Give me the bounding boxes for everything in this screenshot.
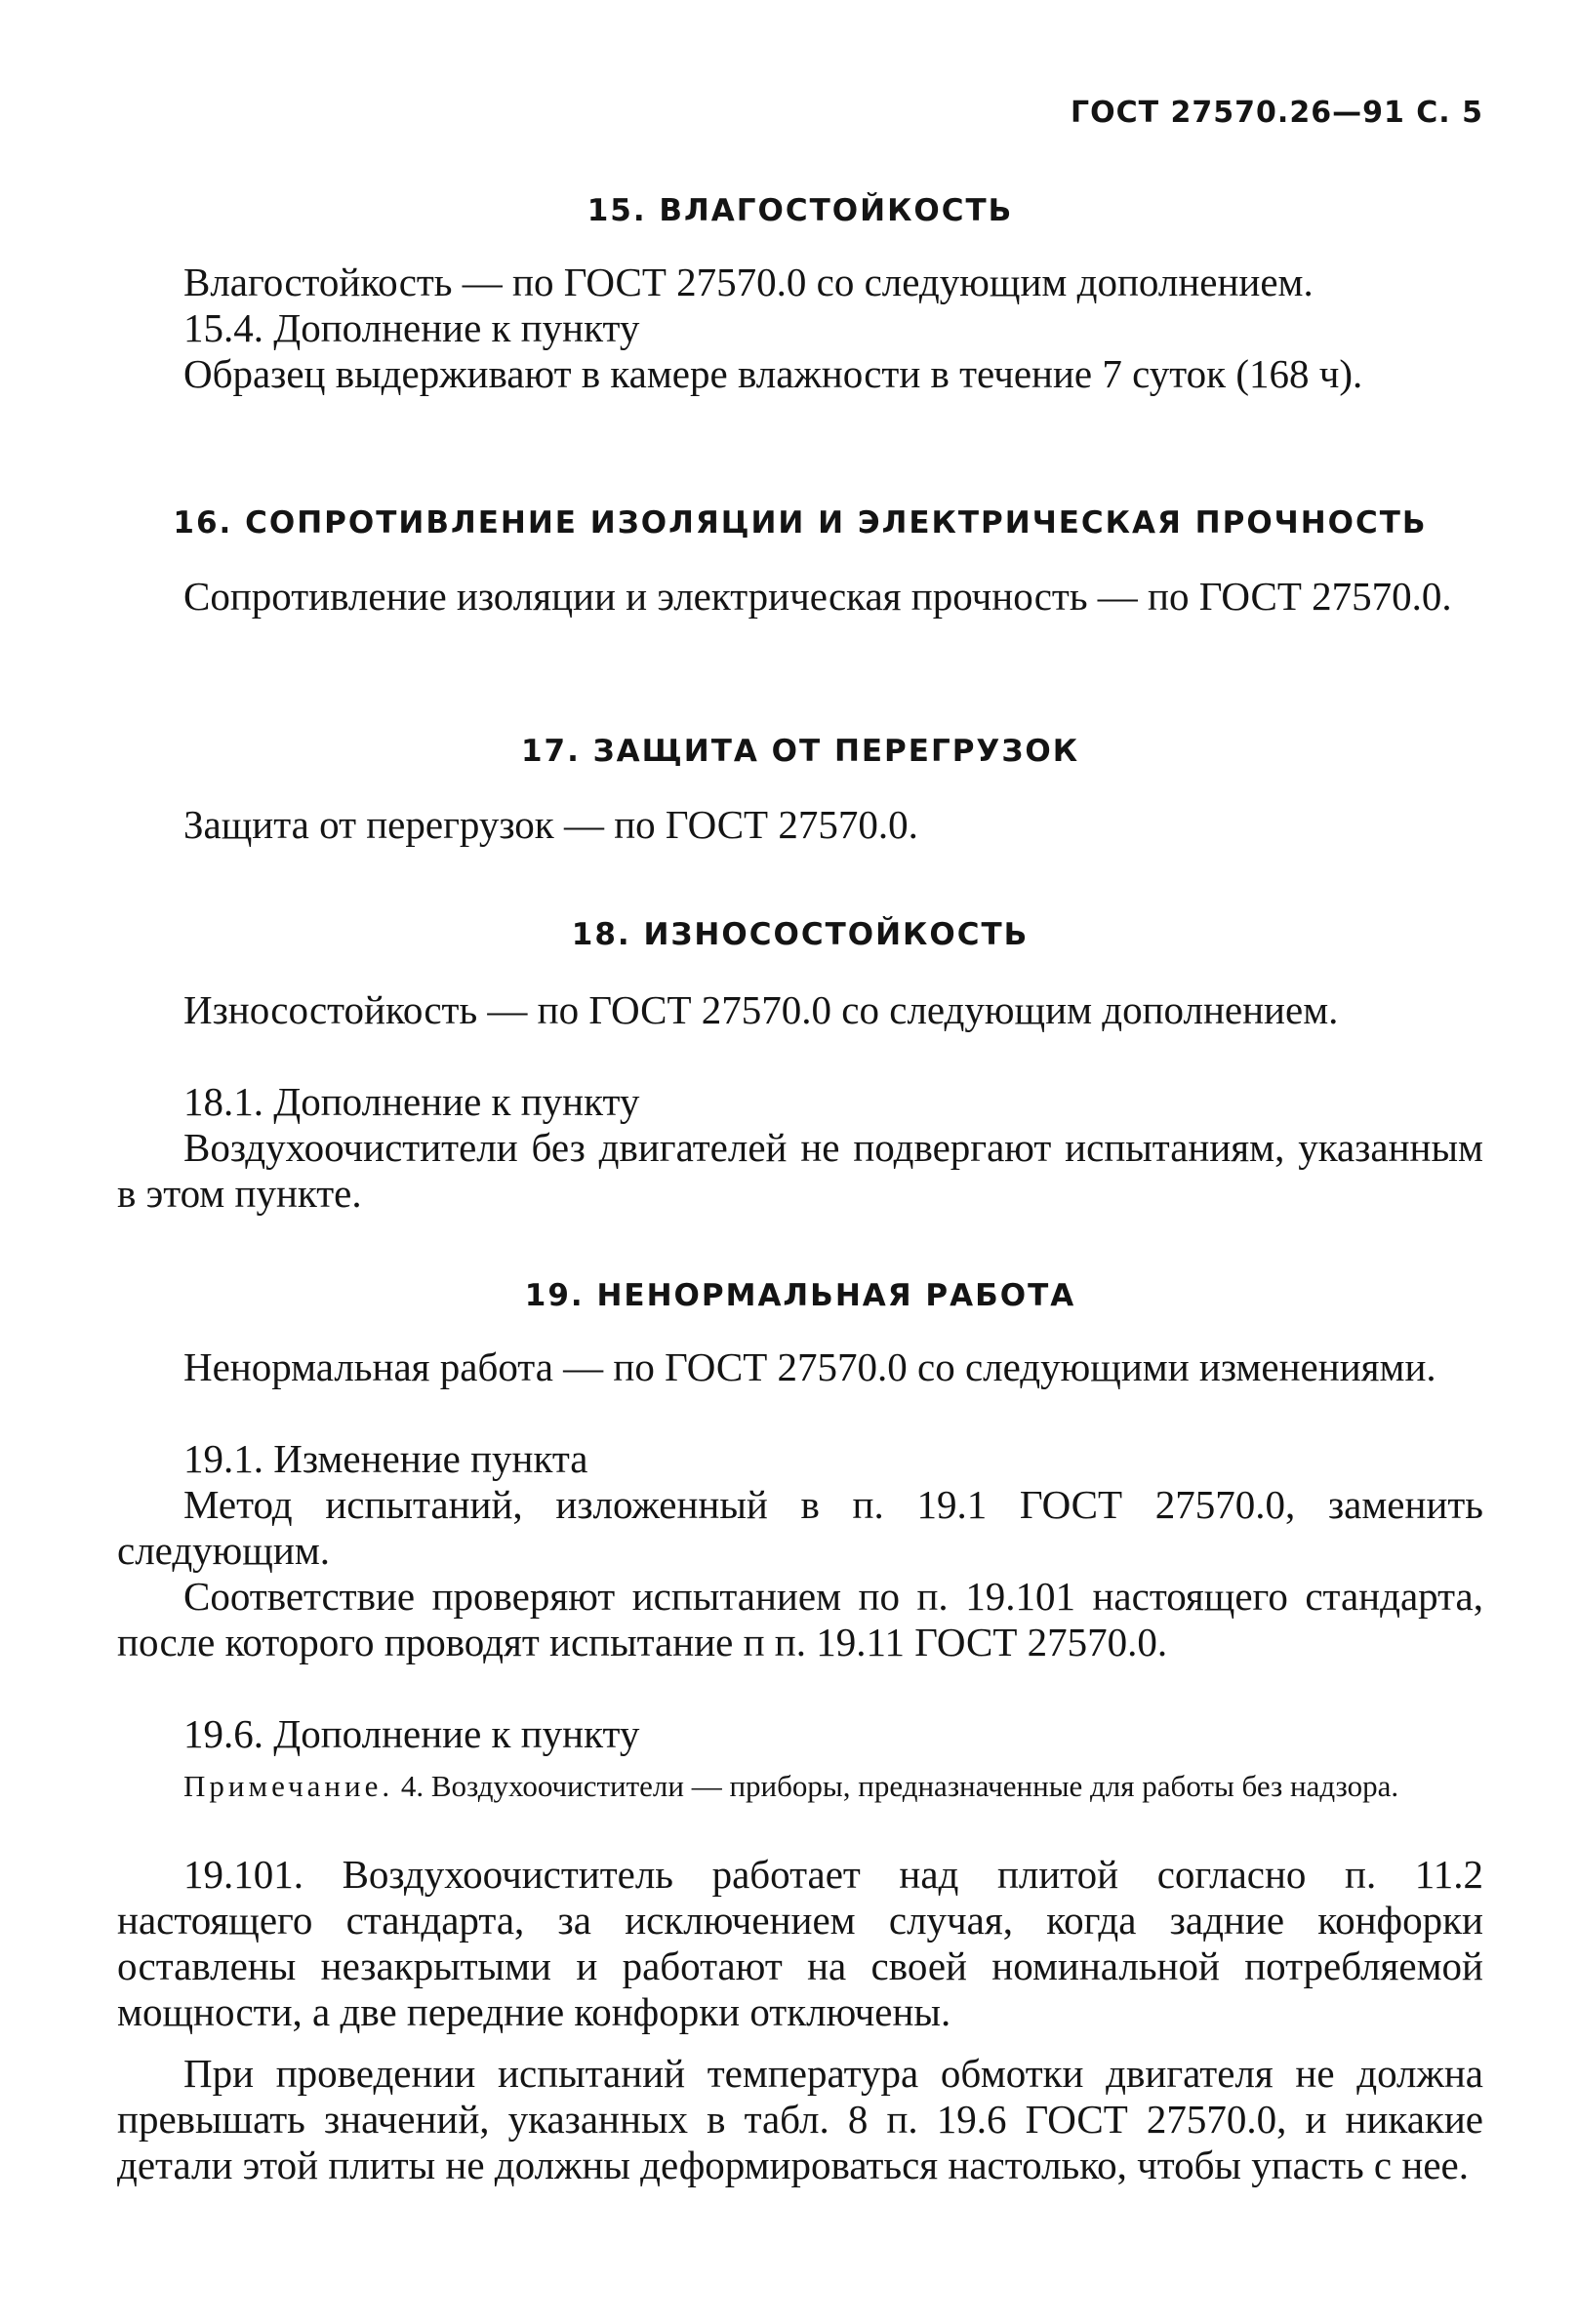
section-19-title: 19. НЕНОРМАЛЬНАЯ РАБОТА — [524, 1278, 1076, 1313]
section-19-paragraph-4: Соответствие проверяют испытанием по п. 19.101 настоящего стандарта, после которого проводят испытание п п. 19.11 ГОСТ 27570.0. — [117, 1574, 1483, 1664]
section-19-paragraph-3: Метод испытаний, изложенный в п. 19.1 ГОСТ 27570.0, заменить следующим. — [117, 1482, 1483, 1573]
section-17-paragraph-1: Защита от перегрузок — по ГОСТ 27570.0. — [183, 802, 918, 847]
section-15-paragraph-1: Влагостойкость — по ГОСТ 27570.0 со следующим дополнением. — [183, 260, 1314, 304]
section-18-paragraph-3: Воздухоочистители без двигателей не подвергают испытаниям, указанным в этом пункте. — [117, 1125, 1483, 1216]
section-17-title: 17. ЗАЩИТА ОТ ПЕРЕГРУЗОК — [520, 734, 1080, 769]
note-text: 4. Воздухоочистители — приборы, предназначенные для работы без надзора. — [393, 1769, 1399, 1803]
section-15-title: 15. ВЛАГОСТОЙКОСТЬ — [586, 193, 1014, 228]
section-15-paragraph-2: 15.4. Дополнение к пункту — [183, 305, 640, 350]
section-19-paragraph-7: При проведении испытаний температура обмотки двигателя не должна превышать значений, указанных в табл. 8 п. 19.6 ГОСТ 27570.0, и никакие детали этой плиты не должны деформироваться настолько, чтобы упасть с нее. — [117, 2051, 1483, 2187]
document-page — [117, 0, 1483, 2324]
section-18-paragraph-1: Износостойкость — по ГОСТ 27570.0 со следующим дополнением. — [183, 987, 1339, 1032]
section-15-paragraph-3: Образец выдерживают в камере влажности в течение 7 суток (168 ч). — [183, 351, 1363, 396]
running-header: ГОСТ 27570.26—91 С. 5 — [1071, 96, 1483, 130]
section-19-paragraph-2: 19.1. Изменение пункта — [183, 1436, 588, 1481]
section-18-paragraph-2: 18.1. Дополнение к пункту — [183, 1079, 640, 1124]
section-19-paragraph-6: 19.101. Воздухоочиститель работает над плитой согласно п. 11.2 настоящего стандарта, за исключением случая, когда задние конфорки оставлены незакрытыми и работают на своей номинальной потребляемой мощности, а две передние конфорки отключены. — [117, 1852, 1483, 2034]
section-18-title: 18. ИЗНОСОСТОЙКОСТЬ — [571, 917, 1030, 952]
section-19-note — [117, 1768, 1483, 1805]
section-19-paragraph-1: Ненормальная работа — по ГОСТ 27570.0 со следующими изменениями. — [183, 1344, 1436, 1389]
section-16-title: 16. СОПРОТИВЛЕНИЕ ИЗОЛЯЦИИ И ЭЛЕКТРИЧЕСКАЯ ПРОЧНОСТЬ — [173, 505, 1428, 541]
section-16-paragraph-1: Сопротивление изоляции и электрическая прочность — по ГОСТ 27570.0. — [183, 574, 1452, 619]
note-label: Примечание. — [183, 1769, 394, 1803]
section-19-paragraph-5: 19.6. Дополнение к пункту — [183, 1711, 640, 1756]
